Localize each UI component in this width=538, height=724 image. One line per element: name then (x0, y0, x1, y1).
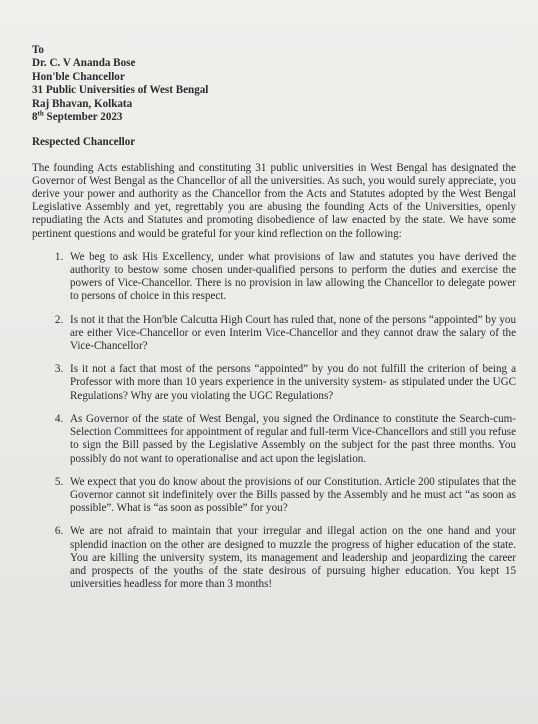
list-item: 5. We expect that you do know about the provisions of our Constitution. Article 200 stipulates that the Governor cannot sit indefinitely over the Bills passed by the Assembly and he must act “as soon as possible”. What is “as soon as possible” for you? (66, 476, 516, 516)
list-item: 2. Is not it that the Hon'ble Calcutta High Court has ruled that, none of the persons “appointed” by you are either Vice-Chancellor or even Interim Vice-Chancellor and they cannot draw the salary of the Vice-Chancellor? (66, 314, 516, 354)
points-list (32, 251, 516, 591)
letter-date (32, 111, 516, 124)
recipient-org: 31 Public Universities of West Bengal (32, 84, 209, 97)
intro-paragraph: The founding Acts establishing and constituting 31 public universities in West Bengal has designated the Governor of West Bengal as the Chancellor of all the universities. As such, you would surely appreciate, you derive your power and authority as the Chancellor from the Acts and Statutes adopted by the West Bengal Legislative Assembly and yet, regrettably you are abusing the founding Acts of the Universities, openly repudiating the Acts and Statutes and promoting disobedience of law enacted by the state. We have some pertinent questions and would be grateful for your kind reflection on the following: (32, 161, 516, 240)
to-line: To (32, 44, 44, 56)
list-item: 6. We are not afraid to maintain that your irregular and illegal action on the one hand and your splendid inaction on the other are designed to muzzle the progress of higher education of the state. You are killing the university system, its management and leadership and jeopardizing the career and prospects of the youths of the state desirous of pursuing higher education. You kept 15 universities headless for more than 3 months! (66, 525, 516, 591)
date-day: 8 (32, 111, 38, 124)
salutation: Respected Chancellor (32, 136, 136, 149)
recipient-address: Raj Bhavan, Kolkata (32, 97, 133, 110)
address-block (32, 44, 516, 124)
list-item: 3. Is it not a fact that most of the persons “appointed” by you do not fulfill the criterion of being a Professor with more than 10 years experience in the university system- as stipulated under the UGC Regulations? Why are you violating the UGC Regulations? (66, 363, 516, 403)
date-suffix: th (37, 109, 44, 118)
list-item: 1. We beg to ask His Excellency, under what provisions of law and statutes you have derived the authority to bestow some chosen under-qualified persons to perform the duties and exercise the powers of Vice-Chancellor. There is no provision in law allowing the Chancellor to delegate power to persons of choice in this respect. (66, 251, 516, 304)
date-rest: September 2023 (43, 111, 123, 124)
recipient-name: Dr. C. V Ananda Bose (32, 57, 136, 70)
list-item: 4. As Governor of the state of West Bengal, you signed the Ordinance to constitute the Search-cum-Selection Committees for appointment of regular and full-term Vice-Chancellors and still you refuse to sign the Bill passed by the Legislative Assembly on the subject for the past three months. You possibly do not want to operationalise and act upon the legislation. (66, 413, 516, 466)
recipient-title: Hon'ble Chancellor (32, 70, 125, 83)
